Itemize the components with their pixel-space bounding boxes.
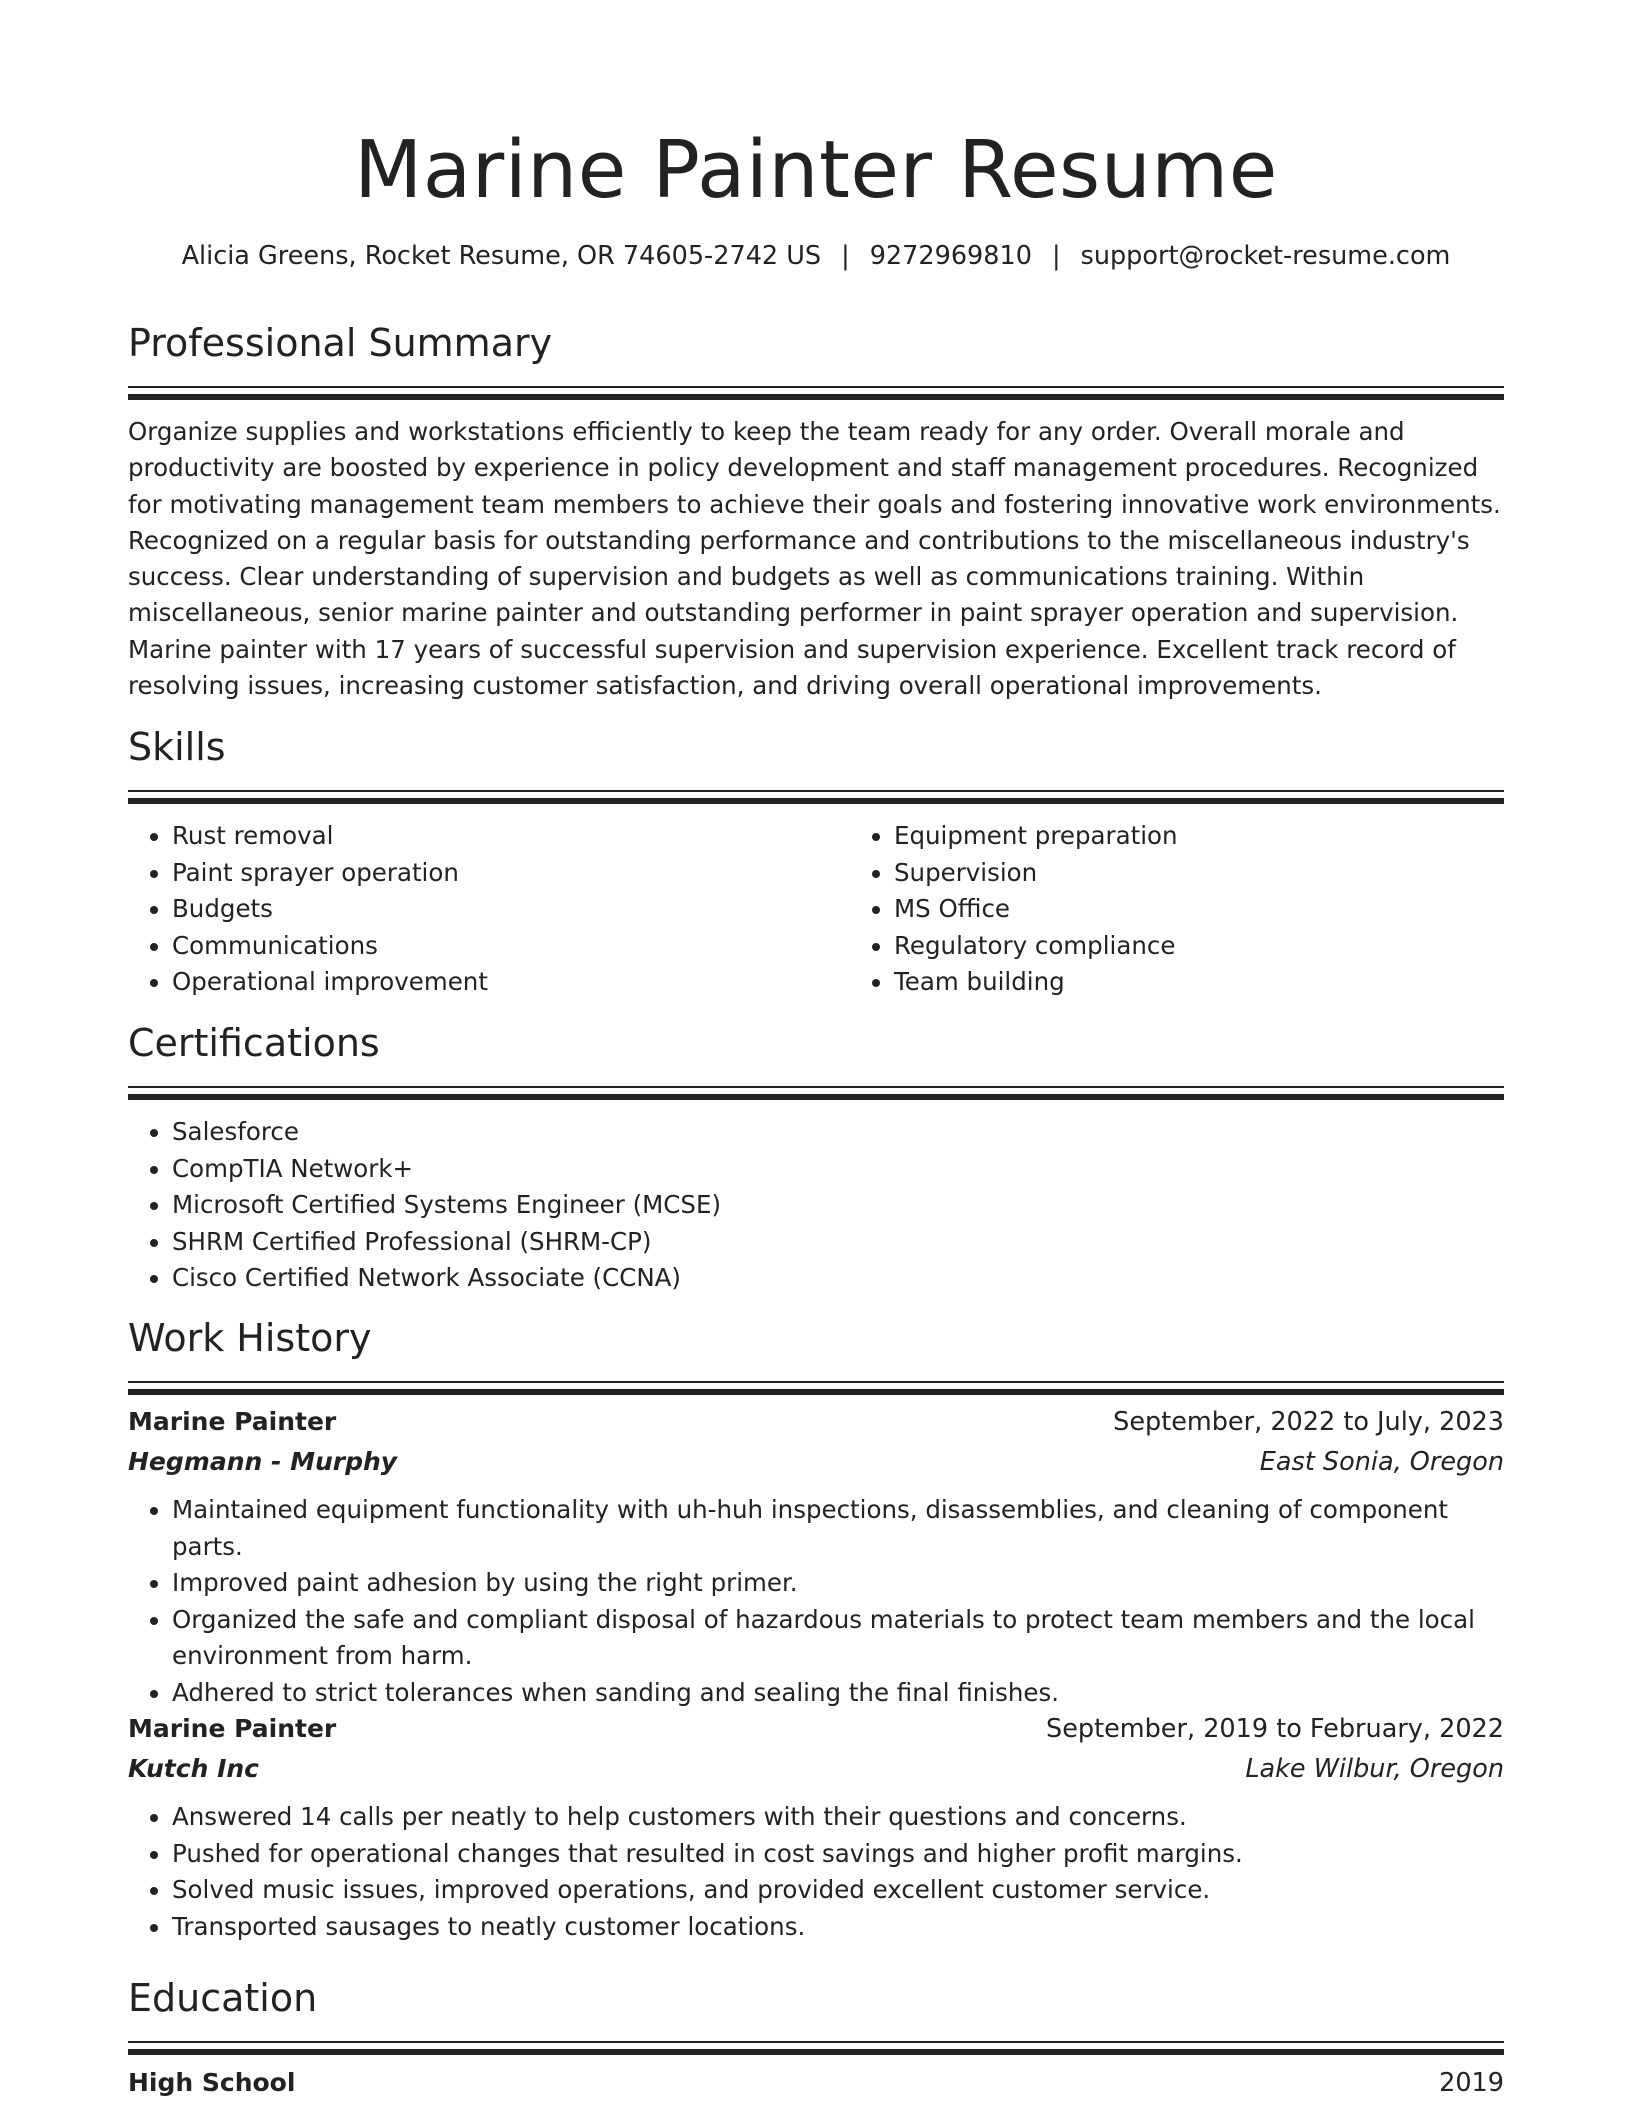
certification-item: • Microsoft Certified Systems Engineer (MCSE): [172, 1187, 1504, 1224]
job-company-row: [128, 1442, 1504, 1482]
skill-item: • Supervision: [894, 855, 1572, 892]
education-heading: Education: [128, 1976, 318, 2020]
certification-item: • Cisco Certified Network Associate (CCNA): [172, 1260, 1504, 1297]
section-divider: [128, 1381, 1504, 1395]
skills-list-right: [850, 818, 1572, 1001]
job-company: Hegmann - Murphy: [128, 1447, 398, 1476]
section-divider: [128, 1086, 1504, 1100]
job-bullet: • Solved music issues, improved operations, and provided excellent customer service.: [172, 1872, 1504, 1909]
summary-heading: Professional Summary: [128, 321, 553, 365]
skill-item: • Paint sprayer operation: [172, 855, 850, 892]
job-entry: [128, 1709, 1504, 1945]
job-dates: September, 2019 to February, 2022: [1046, 1714, 1504, 1744]
certifications-heading: Certifications: [128, 1021, 380, 1065]
skills-columns: [128, 804, 1504, 1001]
job-bullet: • Adhered to strict tolerances when sanding and sealing the final finishes.: [172, 1675, 1504, 1712]
skill-item: • Budgets: [172, 891, 850, 928]
certification-item: • CompTIA Network+: [172, 1151, 1504, 1188]
job-bullet: • Organized the safe and compliant disposal of hazardous materials to protect team members and the local environment from harm.: [172, 1602, 1504, 1675]
job-bullet: • Maintained equipment functionality with uh-huh inspections, disassemblies, and cleaning of component parts.: [172, 1492, 1504, 1565]
job-dates: September, 2022 to July, 2023: [1113, 1407, 1504, 1437]
certifications-list: [128, 1114, 1504, 1297]
contact-separator: |: [841, 241, 850, 271]
section-divider: [128, 790, 1504, 804]
section-divider: [128, 2041, 1504, 2055]
job-bullet: • Improved paint adhesion by using the right primer.: [172, 1565, 1504, 1602]
summary-text: Organize supplies and workstations efficiently to keep the team ready for any order. Overall morale and productivity are boosted by experience in policy development and staff management procedures. Recognized for motivating management team members to achieve their goals and fostering innovative work environments. Recognized on a regular basis for outstanding performance and contributions to the miscellaneous industry's success. Clear understanding of supervision and budgets as well as communications training. Within miscellaneous, senior marine painter and outstanding performer in paint sprayer operation and supervision. Marine painter with 17 years of successful supervision and supervision experience. Excellent track record of resolving issues, increasing customer satisfaction, and driving overall operational improvements.: [128, 417, 1501, 701]
job-title: Marine Painter: [128, 1714, 337, 1743]
skill-item: • MS Office: [894, 891, 1572, 928]
job-title: Marine Painter: [128, 1407, 337, 1436]
skills-list-left: [128, 818, 850, 1001]
job-bullet: • Pushed for operational changes that resulted in cost savings and higher profit margins.: [172, 1836, 1504, 1873]
contact-email[interactable]: support@rocket-resume.com: [1080, 241, 1451, 271]
certification-item: • SHRM Certified Professional (SHRM-CP): [172, 1224, 1504, 1261]
contact-line: [128, 238, 1504, 274]
job-bullet: • Answered 14 calls per neatly to help customers with their questions and concerns.: [172, 1799, 1504, 1836]
skill-item: • Operational improvement: [172, 964, 850, 1001]
job-company: Kutch Inc: [128, 1754, 259, 1783]
education-year: 2019: [1439, 2068, 1504, 2098]
job-location: East Sonia, Oregon: [1259, 1447, 1504, 1477]
page-title: Marine Painter Resume: [354, 124, 1278, 216]
job-header-row: [128, 1709, 1504, 1749]
section-divider: [128, 386, 1504, 400]
job-entry: [128, 1402, 1504, 1712]
skill-item: • Team building: [894, 964, 1572, 1001]
education-section: [128, 1973, 1504, 2103]
job-bullet: • Transported sausages to neatly customer locations.: [172, 1909, 1504, 1946]
job-header-row: [128, 1402, 1504, 1442]
skills-section: [128, 722, 1504, 1001]
contact-address: Alicia Greens, Rocket Resume, OR 74605-2742 US: [181, 241, 822, 271]
skill-item: • Regulatory compliance: [894, 928, 1572, 965]
skill-item: • Equipment preparation: [894, 818, 1572, 855]
contact-phone: 9272969810: [869, 241, 1032, 271]
job-company-row: [128, 1749, 1504, 1789]
job-location: Lake Wilbur, Oregon: [1245, 1754, 1504, 1784]
contact-separator: |: [1051, 241, 1061, 271]
education-degree: High School: [128, 2068, 296, 2097]
job-bullets: [128, 1492, 1504, 1712]
education-row: [128, 2063, 1504, 2103]
summary-section: [128, 318, 1504, 704]
work-history-heading: Work History: [128, 1316, 372, 1360]
certification-item: • Salesforce: [172, 1114, 1504, 1151]
skills-heading: Skills: [128, 725, 226, 769]
skill-item: • Rust removal: [172, 818, 850, 855]
work-history-section: [128, 1313, 1504, 1395]
skill-item: • Communications: [172, 928, 850, 965]
certifications-section: [128, 1018, 1504, 1297]
job-bullets: [128, 1799, 1504, 1945]
